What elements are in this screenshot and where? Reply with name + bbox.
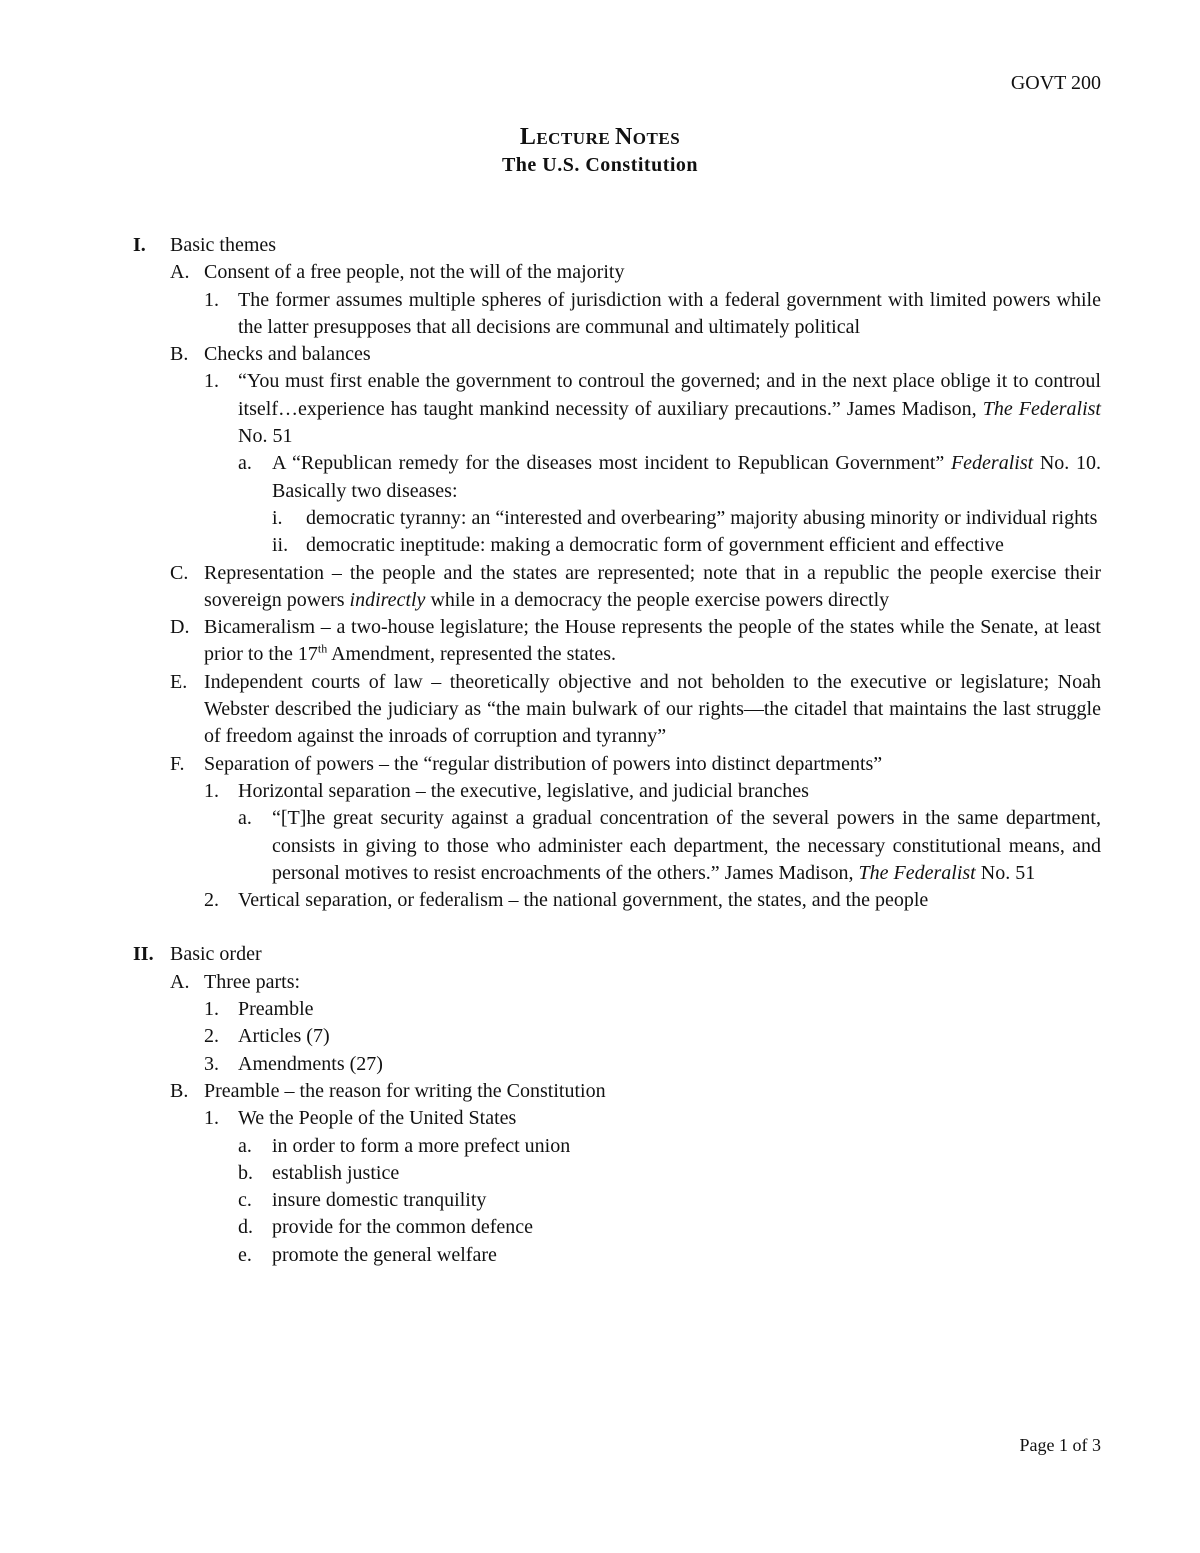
item-1d: D. Bicameralism – a two-house legislature; the House represents the people of the states while the Senate, at least prior to the 17th Amendment, represented the states. <box>170 614 1101 669</box>
item-1b-1: 1. “You must first enable the government to controul the governed; and in the next place oblige it to controul itself…experience has taught mankind necessity of auxiliary precautions.” James Madison, The Federalist No. 51 a. A “Republican remedy for the diseases most incident to Republican Government” Federalist No. 10. Basically two diseases: i. democratic tyranny: an “interested and overbearing” majority abusing minority or individual rights ii. democratic ineptitude: making a democratic form of government efficient and effective <box>204 368 1101 559</box>
list-item: d. provide for the common defence <box>238 1216 534 1239</box>
item-1a: A. Consent of a free people, not the will of the majority 1. The former assumes multiple spheres of jurisdiction with a federal government with limited powers while the latter presupposes that all decisions are communal and ultimately political <box>170 259 1101 341</box>
section-marker: I. <box>133 234 146 256</box>
item-text: Preamble – the reason for writing the Constitution <box>204 1079 606 1102</box>
item-text: Three parts: <box>204 970 301 993</box>
list-item: 3. Amendments (27) <box>204 1052 383 1075</box>
list-item: 2. Articles (7) <box>204 1025 330 1048</box>
item-text: Checks and balances <box>204 343 371 366</box>
title-heading: LECTURE NOTES <box>519 124 681 150</box>
section-1 <box>133 232 1101 914</box>
item-text: Bicameralism – a two-house legislature; the House represents the people of the states while the Senate, at least prior to the 17th Amendment, represented the states. <box>204 616 1101 666</box>
section-2 <box>133 941 1101 1269</box>
section-heading: Basic order <box>170 943 262 966</box>
item-text: The former assumes multiple spheres of jurisdiction with a federal government with limited powers while the latter presupposes that all decisions are communal and ultimately political <box>238 288 1101 338</box>
item-2a: A. Three parts: 1. Preamble 2. Articles (7) 3. Amendments (27) <box>170 969 1101 1078</box>
title-subtitle: The U.S. Constitution <box>501 154 699 176</box>
item-text: Separation of powers – the “regular distribution of powers into distinct departments” <box>204 752 883 775</box>
item-2b-1: 1. We the People of the United States a. in order to form a more prefect union b. establish justice c. insure domestic tranquility d. provide for the common defence e. promote the general welfare <box>204 1105 1101 1269</box>
section-marker: II. <box>133 943 154 966</box>
item-text: democratic ineptitude: making a democratic form of government efficient and effective <box>306 534 1004 557</box>
page-number: Page 1 of 3 <box>1019 1435 1101 1455</box>
course-code: GOVT 200 <box>1010 72 1101 94</box>
item-text: Representation – the people and the states are represented; note that in a republic the people exercise their sovereign powers indirectly while in a democracy the people exercise powers directly <box>204 561 1101 611</box>
list-item: c. insure domestic tranquility <box>238 1189 487 1212</box>
item-text: We the People of the United States <box>238 1107 517 1130</box>
item-1b-1a: a. A “Republican remedy for the diseases most incident to Republican Government” Federalist No. 10. Basically two diseases: i. democratic tyranny: an “interested and overbearing” majority abusing minority or individual rights ii. democratic ineptitude: making a democratic form of government efficient and effective <box>238 450 1101 559</box>
list-item: a. in order to form a more prefect union <box>238 1134 571 1157</box>
item-1b: B. Checks and balances 1. “You must first enable the government to controul the governed; and in the next place oblige it to controul itself…experience has taught mankind necessity of auxiliary precautions.” James Madison, The Federalist No. 51 a. A “Republican remedy for the diseases most incident to Republican Government” Federalist No. 10. Basically two diseases: i. democratic tyranny: an “interested and overbearing” majority abusing minority or individual rights ii. democratic ineptitude: making a democratic form of government efficient and effective <box>170 341 1101 559</box>
item-text: “[T]he great security against a gradual concentration of the several powers in the same department, consists in giving to those who administer each department, the necessary constitutional means, and personal motives to resist encroachments of the others.” James Madison, The Federalist No. 51 <box>272 807 1101 884</box>
item-1f: F. Separation of powers – the “regular distribution of powers into distinct departments” 1. Horizontal separation – the executive, legislative, and judicial branches a. “[T]he great security against a gradual concentration of the several powers in the same department, consists in giving to those who administer each department, the necessary constitutional means, and personal motives to resist encroachments of the others.” James Madison, The Federalist No. 51 2. Vertical separation, or federalism – the national government, the states, and the people <box>170 751 1101 915</box>
item-text: A “Republican remedy for the diseases most incident to Republican Government” Federalist No. 10. Basically two diseases: <box>272 452 1101 502</box>
item-1f-1a: a. “[T]he great security against a gradual concentration of the several powers in the same department, consists in giving to those who administer each department, the necessary constitutional means, and personal motives to resist encroachments of the others.” James Madison, The Federalist No. 51 <box>238 805 1101 887</box>
list-item: e. promote the general welfare <box>238 1243 497 1266</box>
item-1f-1: 1. Horizontal separation – the executive, legislative, and judicial branches a. “[T]he great security against a gradual concentration of the several powers in the same department, consists in giving to those who administer each department, the necessary constitutional means, and personal motives to resist encroachments of the others.” James Madison, The Federalist No. 51 <box>204 778 1101 887</box>
item-1c: C. Representation – the people and the states are represented; note that in a republic the people exercise their sovereign powers indirectly while in a democracy the people exercise powers directly <box>170 560 1101 615</box>
item-text: “You must first enable the government to controul the governed; and in the next place oblige it to controul itself…experience has taught mankind necessity of auxiliary precautions.” James Madison, The Federalist No. 51 <box>238 370 1101 448</box>
document-title <box>0 124 1200 179</box>
list-item: 1. Preamble <box>204 998 314 1021</box>
section-heading: Basic themes <box>170 234 277 256</box>
item-text: Independent courts of law – theoretically objective and not beholden to the executive or legislature; Noah Webster described the judiciary as “the main bulwark of our rights—the citadel that maintains the last struggle of freedom against the inroads of corruption and tyranny” <box>204 670 1101 748</box>
item-1a-1: 1. The former assumes multiple spheres of jurisdiction with a federal government with limited powers while the latter presupposes that all decisions are communal and ultimately political <box>204 287 1101 342</box>
item-text: Horizontal separation – the executive, legislative, and judicial branches <box>238 779 809 802</box>
item-1f-2: 2. Vertical separation, or federalism – the national government, the states, and the people <box>204 887 1101 914</box>
item-2b: B. Preamble – the reason for writing the Constitution 1. We the People of the United States a. in order to form a more prefect union b. establish justice c. insure domestic tranquility d. provide for the common defence e. promote the general welfare <box>170 1078 1101 1269</box>
outline <box>133 232 1101 1269</box>
list-item: b. establish justice <box>238 1161 400 1184</box>
item-text: Consent of a free people, not the will of the majority <box>204 261 625 284</box>
item-text: Vertical separation, or federalism – the national government, the states, and the people <box>238 889 929 912</box>
item-1e: E. Independent courts of law – theoretically objective and not beholden to the executive or legislature; Noah Webster described the judiciary as “the main bulwark of our rights—the citadel that maintains the last struggle of freedom against the inroads of corruption and tyranny” <box>170 669 1101 751</box>
item-text: democratic tyranny: an “interested and overbearing” majority abusing minority or individual rights <box>306 506 1098 529</box>
item-1b-1a-i: i. democratic tyranny: an “interested and overbearing” majority abusing minority or individual rights <box>272 505 1101 532</box>
item-1b-1a-ii: ii. democratic ineptitude: making a democratic form of government efficient and effective <box>272 532 1101 559</box>
